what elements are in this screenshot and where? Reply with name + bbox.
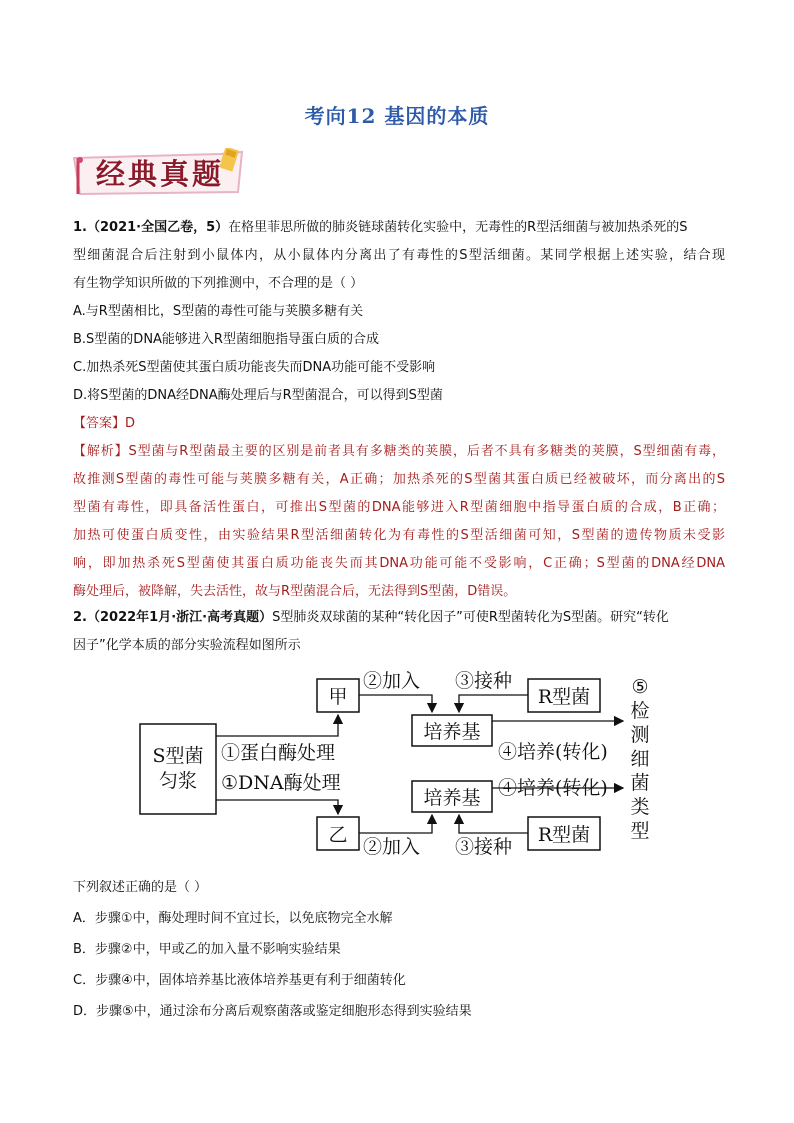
question-2-options: [73, 872, 725, 1027]
slurry-label: S型菌: [152, 745, 204, 767]
q1-stem-line: 有生物学知识所做的下列推测中，不合理的是（ ）: [73, 276, 364, 291]
q1-stem-text: 在格里菲思所做的肺炎链球菌转化实验中，无毒性的R型活细菌与被加热杀死的S: [228, 220, 688, 235]
step5-char: ⑤: [631, 676, 649, 698]
q1-analysis-line: 响，即加热杀死S型菌使其蛋白质功能丧失而其DNA功能可能不受影响，C正确；S型菌的DNA经DNA: [73, 556, 725, 571]
q1-stem-line: 型细菌混合后注射到小鼠体内，从小鼠体内分离出了有毒性的S型活细菌。某同学根据上述实验，结合现: [73, 248, 725, 263]
step1-dnase: ①DNA酶处理: [221, 772, 341, 794]
q2-option-d: D．步骤⑤中，通过涂布分离后观察菌落或鉴定细胞形态得到实验结果: [73, 1004, 472, 1019]
step5-char: 细: [630, 748, 650, 770]
arrow-jia-to-medium: [359, 695, 432, 712]
q2-option-a: A．步骤①中，酶处理时间不宜过长，以免底物完全水解: [73, 911, 393, 926]
step5-char: 类: [630, 796, 650, 818]
step3-label-top: ③接种: [455, 670, 513, 692]
medium-label: 培养基: [423, 787, 481, 809]
step5-char: 测: [630, 724, 650, 746]
q1-option-d: D.将S型菌的DNA经DNA酶处理后与R型菌混合，可以得到S型菌: [73, 388, 443, 403]
step1-protease: ①蛋白酶处理: [221, 742, 336, 764]
q1-stem-line: [73, 214, 725, 242]
page-title: 考向12 基因的本质: [304, 104, 490, 128]
q1-analysis-line: 酶处理后，被降解，失去活性，故与R型菌混合后，无法得到S型菌，D错误。: [73, 584, 517, 599]
medium-label: 培养基: [423, 721, 481, 743]
arrow-to-yi: [216, 800, 338, 814]
q1-answer: 【答案】D: [73, 416, 136, 431]
r-strain-label: R型菌: [537, 686, 591, 708]
section-banner: [70, 148, 248, 198]
step3-label-bottom: ③接种: [455, 836, 513, 858]
slurry-label: 匀浆: [158, 770, 198, 792]
q1-analysis-line: 加热可使蛋白质变性，由实验结果R型活细菌转化为有毒性的S型活细菌可知，S型菌的遗传物质未受影: [73, 528, 725, 543]
q2-option-c: C．步骤④中，固体培养基比液体培养基更有利于细菌转化: [73, 973, 406, 988]
q1-analysis-line: 【解析】S型菌与R型菌最主要的区别是前者具有多糖类的荚膜，后者不具有多糖类的荚膜，S型细菌有毒，: [73, 444, 725, 459]
q2-source: 2.（2022年1月·浙江·高考真题）: [73, 610, 273, 625]
q2-option-b: B．步骤②中，甲或乙的加入量不影响实验结果: [73, 942, 341, 957]
q1-option-a: A.与R型菌相比，S型菌的毒性可能与荚膜多糖有关: [73, 304, 364, 319]
arrow-to-jia: [216, 715, 338, 736]
question-1: [73, 214, 725, 606]
step2-label-top: ②加入: [363, 670, 421, 692]
q2-stem-line: [73, 604, 725, 632]
yi-label: 乙: [328, 824, 348, 846]
experiment-flow-diagram: [135, 663, 665, 858]
banner-label: 经典真题: [96, 157, 225, 191]
step4-label-top: ④培养(转化): [498, 741, 608, 763]
q2-stem-line: 因子”化学本质的部分实验流程如图所示: [73, 638, 301, 653]
step5-char: 检: [630, 700, 650, 722]
r-strain-label: R型菌: [537, 824, 591, 846]
q1-option-b: B.S型菌的DNA能够进入R型菌细胞指导蛋白质的合成: [73, 332, 379, 347]
q1-analysis-line: 型菌有毒性，即具备活性蛋白，可推出S型菌的DNA能够进入R型菌细胞中指导蛋白质的合成，B正确；: [73, 500, 725, 515]
arrow-r-to-medium-bottom: [459, 815, 528, 833]
step5-char: 型: [630, 820, 650, 842]
step2-label-bottom: ②加入: [363, 836, 421, 858]
jia-label: 甲: [328, 686, 348, 708]
q1-analysis-line: 故推测S型菌的毒性可能与荚膜多糖有关，A正确；加热杀死的S型菌其蛋白质已经被破坏，而分离出的S: [73, 472, 725, 487]
q1-option-c: C.加热杀死S型菌使其蛋白质功能丧失而DNA功能可能不受影响: [73, 360, 436, 375]
step5-char: 菌: [630, 772, 650, 794]
arrow-yi-to-medium: [359, 815, 432, 833]
question-2: [73, 604, 725, 660]
arrow-r-to-medium-top: [459, 695, 528, 712]
slurry-box: [140, 724, 216, 814]
q2-stem-text: S型肺炎双球菌的某种“转化因子”可使R型菌转化为S型菌。研究“转化: [272, 610, 669, 625]
q2-prompt: 下列叙述正确的是（ ）: [73, 880, 208, 895]
q1-source: 1.（2021·全国乙卷，5）: [73, 220, 229, 235]
step4-label-bottom: ④培养(转化): [498, 777, 608, 799]
